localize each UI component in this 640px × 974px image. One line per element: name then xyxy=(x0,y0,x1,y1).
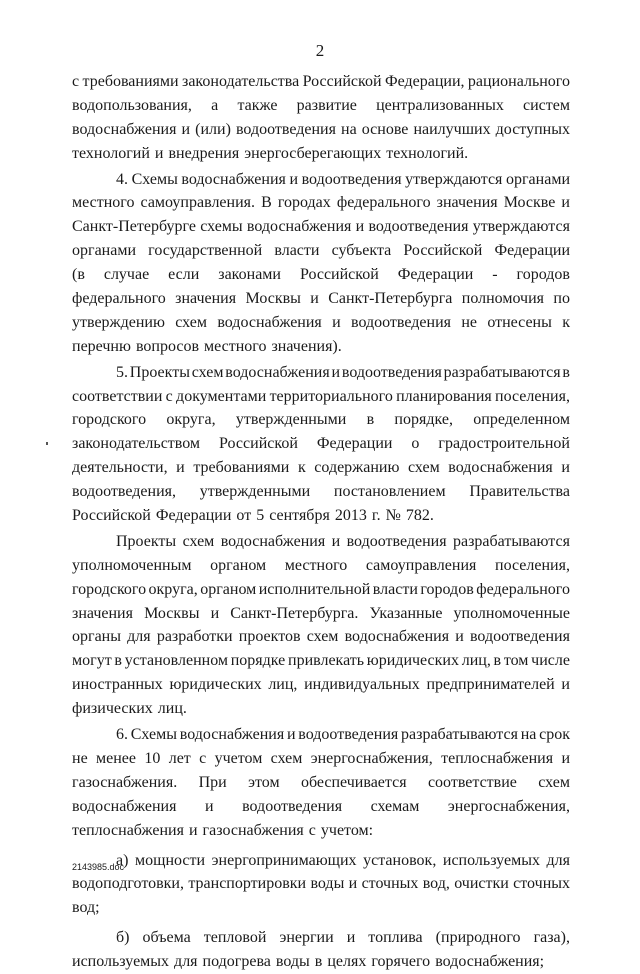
word: Указанные xyxy=(369,604,443,622)
word: водоснабжения xyxy=(220,532,326,550)
word: к xyxy=(562,313,570,331)
word: технологий. xyxy=(386,144,469,162)
word: водоотведения xyxy=(346,532,447,550)
word: установленном xyxy=(124,652,229,670)
word: газоснабжения xyxy=(202,821,304,839)
word: целях xyxy=(327,953,367,971)
word: схем xyxy=(175,313,207,331)
word: индивидуальных xyxy=(304,676,420,694)
word: этом xyxy=(248,773,280,791)
word: в xyxy=(314,953,323,971)
word: к xyxy=(297,459,306,477)
word: о xyxy=(411,435,420,453)
word: документами xyxy=(176,387,267,405)
word: г. xyxy=(371,507,381,525)
word: энергоснабжения, xyxy=(310,749,433,767)
word: городов xyxy=(516,266,570,284)
word: местного xyxy=(204,337,267,355)
word: и xyxy=(154,144,164,162)
text-line xyxy=(72,239,570,263)
word: если xyxy=(168,266,200,284)
word: подогрева xyxy=(202,953,271,971)
word: Федерации xyxy=(494,242,570,260)
word: том xyxy=(503,652,529,670)
word: водоотведения xyxy=(351,313,451,331)
word: централизованных xyxy=(376,96,504,114)
word: числе xyxy=(531,652,570,670)
word: теплоснабжения xyxy=(441,749,554,767)
word: территориального xyxy=(269,387,393,405)
word: вопросов xyxy=(135,337,199,355)
word: утверждаются xyxy=(472,218,570,236)
word: (природного xyxy=(435,929,521,947)
word: схем xyxy=(306,628,339,646)
word: с xyxy=(165,387,173,405)
word: топлива xyxy=(368,929,423,947)
word: водоснабжения xyxy=(344,628,450,646)
word: лиц, xyxy=(461,652,491,670)
word: схем xyxy=(408,459,440,477)
text-line xyxy=(72,649,570,673)
text-line xyxy=(72,361,570,385)
text-line xyxy=(72,673,570,697)
word: систем xyxy=(523,96,570,114)
word: используемых xyxy=(72,953,170,971)
word: Федерации xyxy=(155,507,232,525)
word: власти xyxy=(274,242,320,260)
word: полномочия xyxy=(461,290,545,308)
text-line xyxy=(72,118,570,142)
text-line xyxy=(72,926,570,950)
paragraph xyxy=(72,723,570,842)
word: срок xyxy=(539,726,570,744)
word: водоотведения xyxy=(242,797,343,815)
word: разрабатываются xyxy=(443,363,561,381)
word: уполномоченным xyxy=(72,556,192,574)
word: требованиями xyxy=(82,73,179,90)
word: водоснабжения xyxy=(72,120,177,138)
text-line-content: вод; xyxy=(72,899,100,917)
word: схем xyxy=(538,773,570,791)
word: по xyxy=(553,290,570,308)
text-line xyxy=(72,625,570,649)
word: и xyxy=(348,875,358,893)
word: и xyxy=(310,290,319,308)
word: сточных xyxy=(361,875,419,893)
text-line xyxy=(72,335,570,359)
word: предпринимателей xyxy=(426,676,555,694)
word: с xyxy=(72,73,80,90)
text-line xyxy=(72,385,570,409)
word: технологий xyxy=(72,144,150,162)
word: лет xyxy=(168,749,191,767)
word: 5 xyxy=(256,507,265,525)
text-line xyxy=(72,578,570,602)
page-number: 2 xyxy=(315,41,325,60)
word: утвержденными xyxy=(199,483,311,501)
word: иностранных xyxy=(72,676,163,694)
word: водоотведения xyxy=(298,726,399,744)
word: разрабатываются xyxy=(401,726,518,744)
word: для xyxy=(546,851,570,869)
document-body xyxy=(72,70,570,974)
word: деятельности, xyxy=(72,459,168,477)
text-line xyxy=(72,950,570,974)
word: транспортировки xyxy=(188,875,307,893)
word: городского xyxy=(72,580,147,598)
paragraph xyxy=(72,70,570,166)
word: водоотведения xyxy=(341,363,442,381)
word: уполномоченные xyxy=(453,604,570,622)
word: порядке xyxy=(230,652,286,670)
word: органом xyxy=(210,556,267,574)
word: энергоснабжения, xyxy=(447,797,570,815)
word: а) xyxy=(116,851,129,869)
word: водоснабжения xyxy=(217,313,322,331)
word: разрабатываются xyxy=(453,532,570,550)
word: газоснабжения. xyxy=(72,773,178,791)
word: определенном xyxy=(473,411,570,429)
word: Схемы xyxy=(130,726,177,744)
word: водопользования, xyxy=(72,96,192,114)
word: юридических xyxy=(366,652,459,670)
word: в xyxy=(366,411,375,429)
word: порядке, xyxy=(394,411,453,429)
word: законами xyxy=(218,266,281,284)
text-line xyxy=(72,480,570,504)
word: утвержденными xyxy=(235,411,347,429)
word: 10 xyxy=(144,749,161,767)
word: Российской xyxy=(72,507,151,525)
word: используемых xyxy=(442,851,540,869)
word: вод, xyxy=(422,875,450,893)
word: водоотведения xyxy=(368,218,469,236)
word: водоотведения xyxy=(235,120,336,138)
word: и xyxy=(346,929,356,947)
word: схемы xyxy=(200,218,243,236)
word: менее xyxy=(96,749,137,767)
text-line xyxy=(72,456,570,480)
word: государственной xyxy=(148,242,263,260)
word: тепловой xyxy=(203,929,267,947)
paragraph xyxy=(72,849,570,921)
word: на xyxy=(341,120,357,138)
text-line xyxy=(72,504,570,528)
word: федерального xyxy=(336,194,431,212)
text-line xyxy=(72,872,570,896)
word: водоотведения xyxy=(469,628,570,646)
word: лиц. xyxy=(157,700,187,718)
word: городах xyxy=(277,194,331,212)
text-line xyxy=(72,747,570,771)
word: могут xyxy=(72,652,112,670)
paragraph xyxy=(72,168,570,359)
word: для xyxy=(127,628,151,646)
word: водоснабжения xyxy=(179,726,285,744)
word: водоснабжения xyxy=(181,170,286,188)
word: Москве xyxy=(503,194,556,212)
word: внедрения xyxy=(168,144,240,162)
text-line xyxy=(72,554,570,578)
word: № xyxy=(385,507,401,525)
word: 2013 xyxy=(334,507,367,525)
word: Санкт-Петербурге xyxy=(72,218,196,236)
word: Москвы xyxy=(144,604,200,622)
word: водоснабжения; xyxy=(435,953,545,971)
word: очистки xyxy=(454,875,509,893)
word: не xyxy=(461,313,477,331)
word: физических xyxy=(72,700,153,718)
word: утверждаются xyxy=(405,170,503,188)
word: Российской xyxy=(299,266,379,284)
word: схемам xyxy=(370,797,420,815)
word: мощности xyxy=(135,851,206,869)
word: учетом: xyxy=(320,821,374,839)
word: органы xyxy=(72,628,121,646)
text-line xyxy=(72,94,570,118)
text-line xyxy=(72,191,570,215)
word: с xyxy=(199,749,207,767)
word: и xyxy=(561,194,570,212)
scan-speck xyxy=(46,442,48,445)
word: обеспечивается xyxy=(300,773,407,791)
text-line xyxy=(72,408,570,432)
word: в xyxy=(562,363,570,381)
word: водоподготовки, xyxy=(72,875,184,893)
word: городов xyxy=(420,580,474,598)
word: схем xyxy=(191,363,224,381)
word: и xyxy=(176,459,185,477)
word: 5. xyxy=(116,363,128,381)
word: разработки xyxy=(156,628,233,646)
word: Санкт-Петербурга xyxy=(328,290,453,308)
word: и xyxy=(289,170,299,188)
word: Российской xyxy=(403,242,483,260)
word: законодательством xyxy=(72,435,201,453)
word: самоуправления. xyxy=(140,194,256,212)
word: В xyxy=(261,194,272,212)
text-line xyxy=(72,723,570,747)
word: Проекты xyxy=(129,363,190,381)
word: лиц, xyxy=(268,676,298,694)
word: значения xyxy=(436,194,498,212)
word: органами xyxy=(505,170,570,188)
word: Проекты xyxy=(116,532,177,550)
word: рационального xyxy=(467,73,570,90)
word: городского xyxy=(72,411,147,429)
word: случае xyxy=(103,266,150,284)
word: сентября xyxy=(269,507,330,525)
text-line xyxy=(72,263,570,287)
text-line xyxy=(72,896,570,920)
word: Санкт-Петербурга. xyxy=(230,604,359,622)
word: и xyxy=(210,604,220,622)
word: соответствие xyxy=(427,773,517,791)
word: наилучших xyxy=(413,120,491,138)
word: схем xyxy=(182,532,215,550)
paragraph xyxy=(72,926,570,974)
word: и xyxy=(331,532,341,550)
text-line xyxy=(72,697,570,721)
text-line xyxy=(72,795,570,819)
word: водоснабжения xyxy=(225,363,330,381)
word: законодательства xyxy=(182,73,300,90)
word: органом xyxy=(200,580,257,598)
word: органами xyxy=(72,242,137,260)
word: и xyxy=(355,218,365,236)
text-line xyxy=(72,311,570,335)
word: воды xyxy=(310,875,345,893)
text-line xyxy=(72,287,570,311)
word: с xyxy=(308,821,316,839)
word: проектов xyxy=(238,628,301,646)
word: постановлением xyxy=(333,483,446,501)
word: доступных xyxy=(495,120,570,138)
word: и xyxy=(204,797,214,815)
text-line xyxy=(72,771,570,795)
text-line xyxy=(72,215,570,239)
word: и xyxy=(188,821,198,839)
word: развитие xyxy=(296,96,357,114)
word: федерального xyxy=(72,290,166,308)
word: в xyxy=(114,652,122,670)
footer-filename: 2143985.doc xyxy=(72,862,125,872)
text-line xyxy=(72,70,570,94)
word: При xyxy=(198,773,227,791)
word: 4. xyxy=(116,170,128,188)
word: привлекать xyxy=(288,652,365,670)
text-line xyxy=(72,142,570,166)
word: не xyxy=(72,749,88,767)
word: Федерации, xyxy=(384,73,465,90)
word: и xyxy=(561,676,570,694)
text-line xyxy=(72,819,570,843)
word: в xyxy=(493,652,502,670)
word: и xyxy=(561,749,570,767)
word: местного xyxy=(72,194,135,212)
text-line xyxy=(72,432,570,456)
word: учетом xyxy=(214,749,263,767)
word: газа), xyxy=(533,929,570,947)
word: основе xyxy=(361,120,409,138)
word: градостроительной xyxy=(438,435,570,453)
word: воды xyxy=(275,953,310,971)
word: от xyxy=(236,507,252,525)
word: - xyxy=(492,266,498,284)
word: значения). xyxy=(271,337,342,355)
word: 6. xyxy=(116,726,128,744)
text-line xyxy=(72,849,570,873)
word: власти xyxy=(372,580,418,598)
word: 782. xyxy=(405,507,434,525)
paragraph xyxy=(72,530,570,721)
word: Российской xyxy=(219,435,298,453)
word: поселения, xyxy=(495,387,570,405)
word: Российской xyxy=(302,73,382,90)
word: и xyxy=(561,459,570,477)
word: Москвы xyxy=(245,290,301,308)
word: округа, xyxy=(148,580,198,598)
word: округа, xyxy=(166,411,216,429)
word: водоснабжения xyxy=(246,218,352,236)
word: поселения, xyxy=(495,556,570,574)
word: отнесены xyxy=(487,313,552,331)
word: утверждению xyxy=(72,313,165,331)
text-line xyxy=(72,602,570,626)
word: сточных xyxy=(513,875,570,893)
word: требованиями xyxy=(193,459,290,477)
word: энергии xyxy=(279,929,334,947)
word: водоснабжения xyxy=(72,797,177,815)
word: также xyxy=(237,96,278,114)
word: Федерации xyxy=(397,266,474,284)
word: водоотведения, xyxy=(72,483,176,501)
word: местного xyxy=(284,556,348,574)
word: теплоснабжения xyxy=(72,821,184,839)
word: водоснабжения xyxy=(448,459,553,477)
word: субъекта xyxy=(331,242,392,260)
word: и xyxy=(286,726,296,744)
word: содержанию xyxy=(314,459,400,477)
word: исполнительной xyxy=(258,580,371,598)
word: на xyxy=(520,726,537,744)
word: (в xyxy=(72,266,85,284)
word: значения xyxy=(175,290,237,308)
word: а xyxy=(211,96,219,114)
word: и xyxy=(331,363,341,381)
text-line xyxy=(72,530,570,554)
word: энергопринимающих xyxy=(211,851,357,869)
word: федерального xyxy=(476,580,570,598)
word: (или) xyxy=(195,120,231,138)
word: Федерации xyxy=(316,435,393,453)
word: для xyxy=(174,953,198,971)
word: соответствии xyxy=(72,387,163,405)
word: схем xyxy=(270,749,303,767)
word: водоотведения xyxy=(301,170,402,188)
word: Схемы xyxy=(131,170,178,188)
word: б) xyxy=(116,929,130,947)
word: планирования xyxy=(396,387,492,405)
word: и xyxy=(181,120,191,138)
paragraph xyxy=(72,361,570,528)
word: и xyxy=(332,313,341,331)
word: Правительства xyxy=(469,483,570,501)
word: установок, xyxy=(363,851,437,869)
word: перечню xyxy=(72,337,131,355)
text-line xyxy=(72,168,570,192)
word: объема xyxy=(142,929,191,947)
word: горячего xyxy=(371,953,431,971)
word: самоуправления xyxy=(365,556,477,574)
word: юридических xyxy=(169,676,262,694)
word: энергосберегающих xyxy=(244,144,382,162)
word: и xyxy=(455,628,464,646)
word: значения xyxy=(72,604,133,622)
